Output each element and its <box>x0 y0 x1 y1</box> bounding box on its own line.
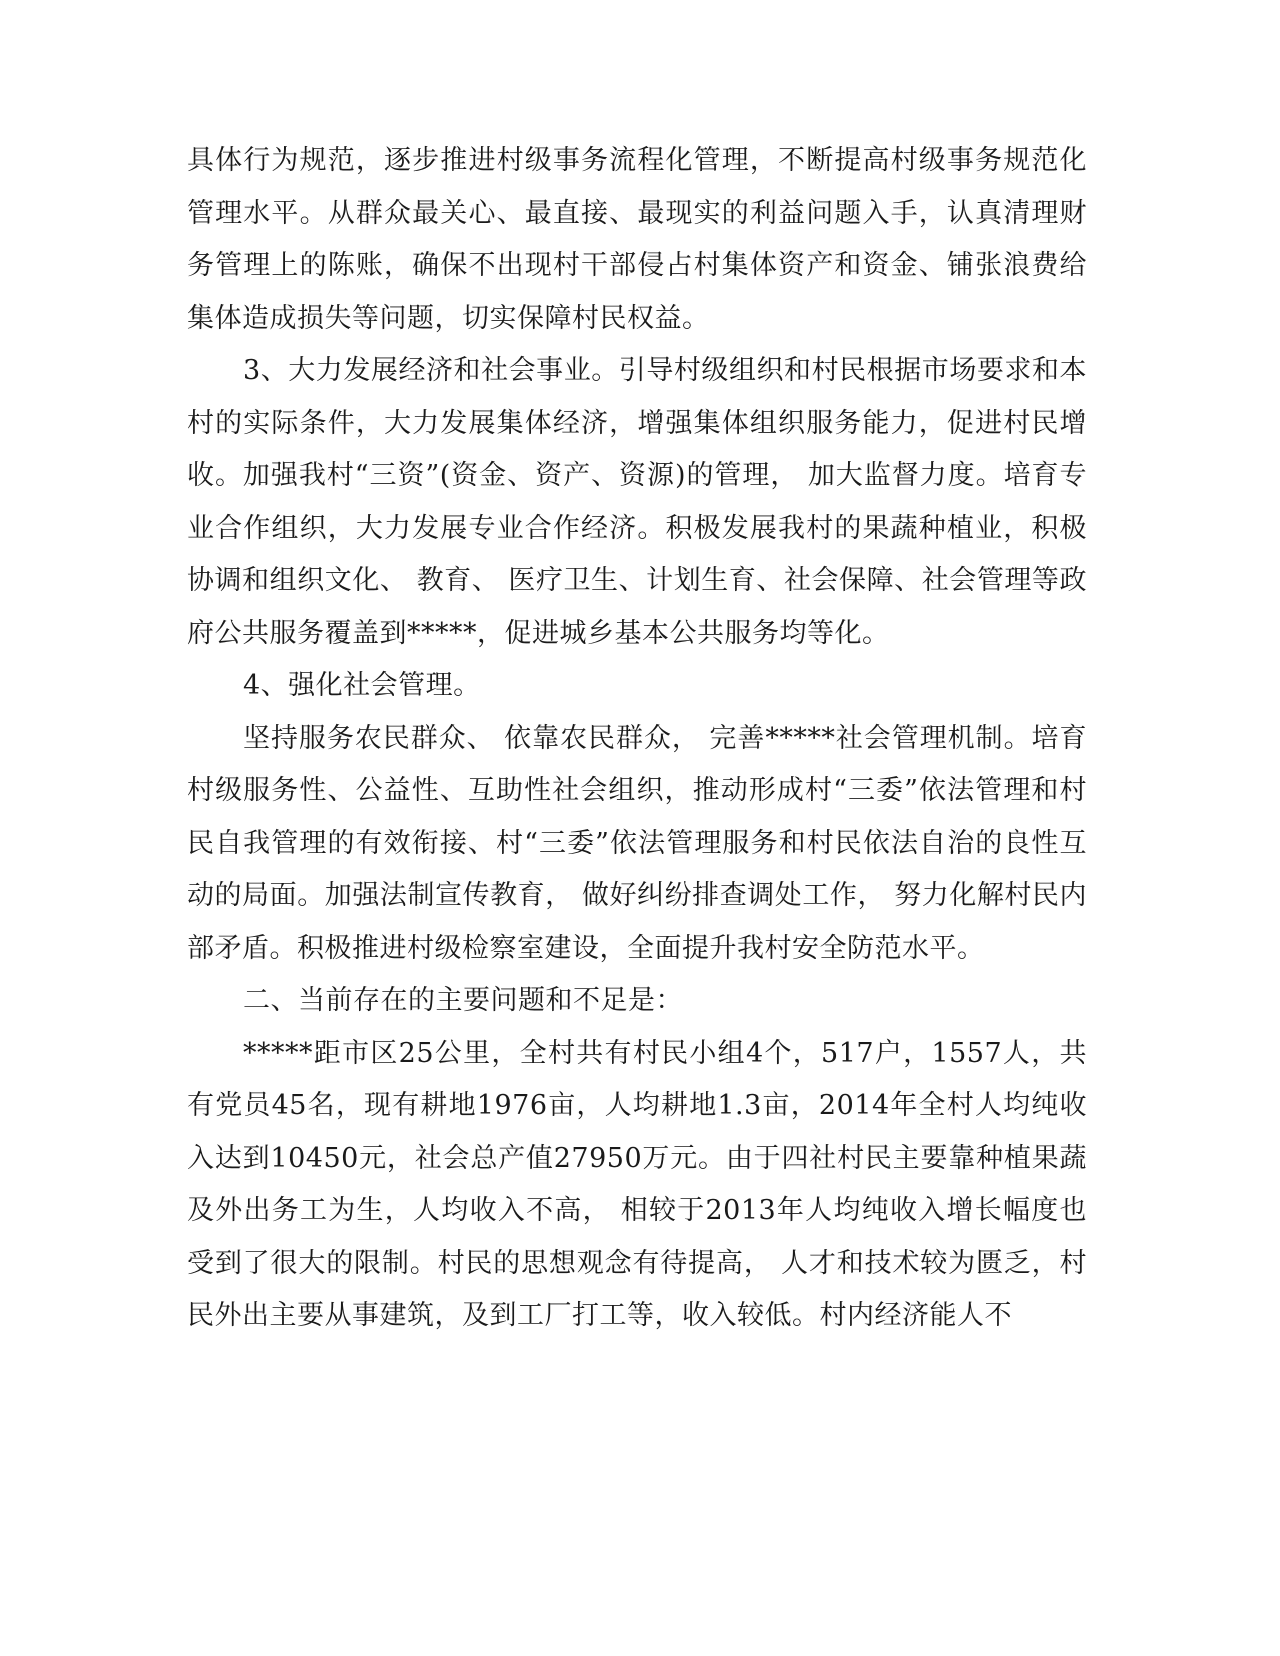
paragraph-4: 坚持服务农民群众、 依靠农民群众， 完善*****社会管理机制。培育村级服务性、公益性、互助性社会组织，推动形成村“三委”依法管理和村民自我管理的有效衔接、村“三委”依法管理服务和村民依法自治的良性互动的局面。加强法制宣传教育， 做好纠纷排查调处工作， 努力化解村民内部矛盾。积极推进村级检察室建设，全面提升我村安全防范水平。 <box>187 722 1087 964</box>
paragraph-3-heading: 4、强化社会管理。 <box>243 670 481 701</box>
document-page <box>187 135 1087 1343</box>
paragraph-1: 具体行为规范，逐步推进村级事务流程化管理，不断提高村级事务规范化管理水平。从群众最关心、最直接、最现实的利益问题入手，认真清理财务管理上的陈账，确保不出现村干部侵占村集体资产和资金、铺张浪费给集体造成损失等问题，切实保障村民权益。 <box>187 145 1087 334</box>
paragraph-6: *****距市区25公里，全村共有村民小组4个，517户，1557人，共有党员45名，现有耕地1976亩，人均耕地1.3亩，2014年全村人均纯收入达到10450元，社会总产值27950万元。由于四社村民主要靠种植果蔬及外出务工为生，人均收入不高， 相较于2013年人均纯收入增长幅度也受到了很大的限制。村民的思想观念有待提高， 人才和技术较为匮乏，村民外出主要从事建筑，及到工厂打工等，收入较低。村内经济能人不 <box>187 1037 1088 1331</box>
paragraph-2: 3、大力发展经济和社会事业。引导村级组织和村民根据市场要求和本村的实际条件，大力发展集体经济，增强集体组织服务能力，促进村民增收。加强我村“三资”(资金、资产、资源)的管理， 加大监督力度。培育专业合作组织，大力发展专业合作经济。积极发展我村的果蔬种植业，积极协调和组织文化、 教育、 医疗卫生、计划生育、社会保障、社会管理等政府公共服务覆盖到*****，促进城乡基本公共服务均等化。 <box>187 355 1087 649</box>
paragraph-5-heading: 二、当前存在的主要问题和不足是： <box>243 985 683 1016</box>
